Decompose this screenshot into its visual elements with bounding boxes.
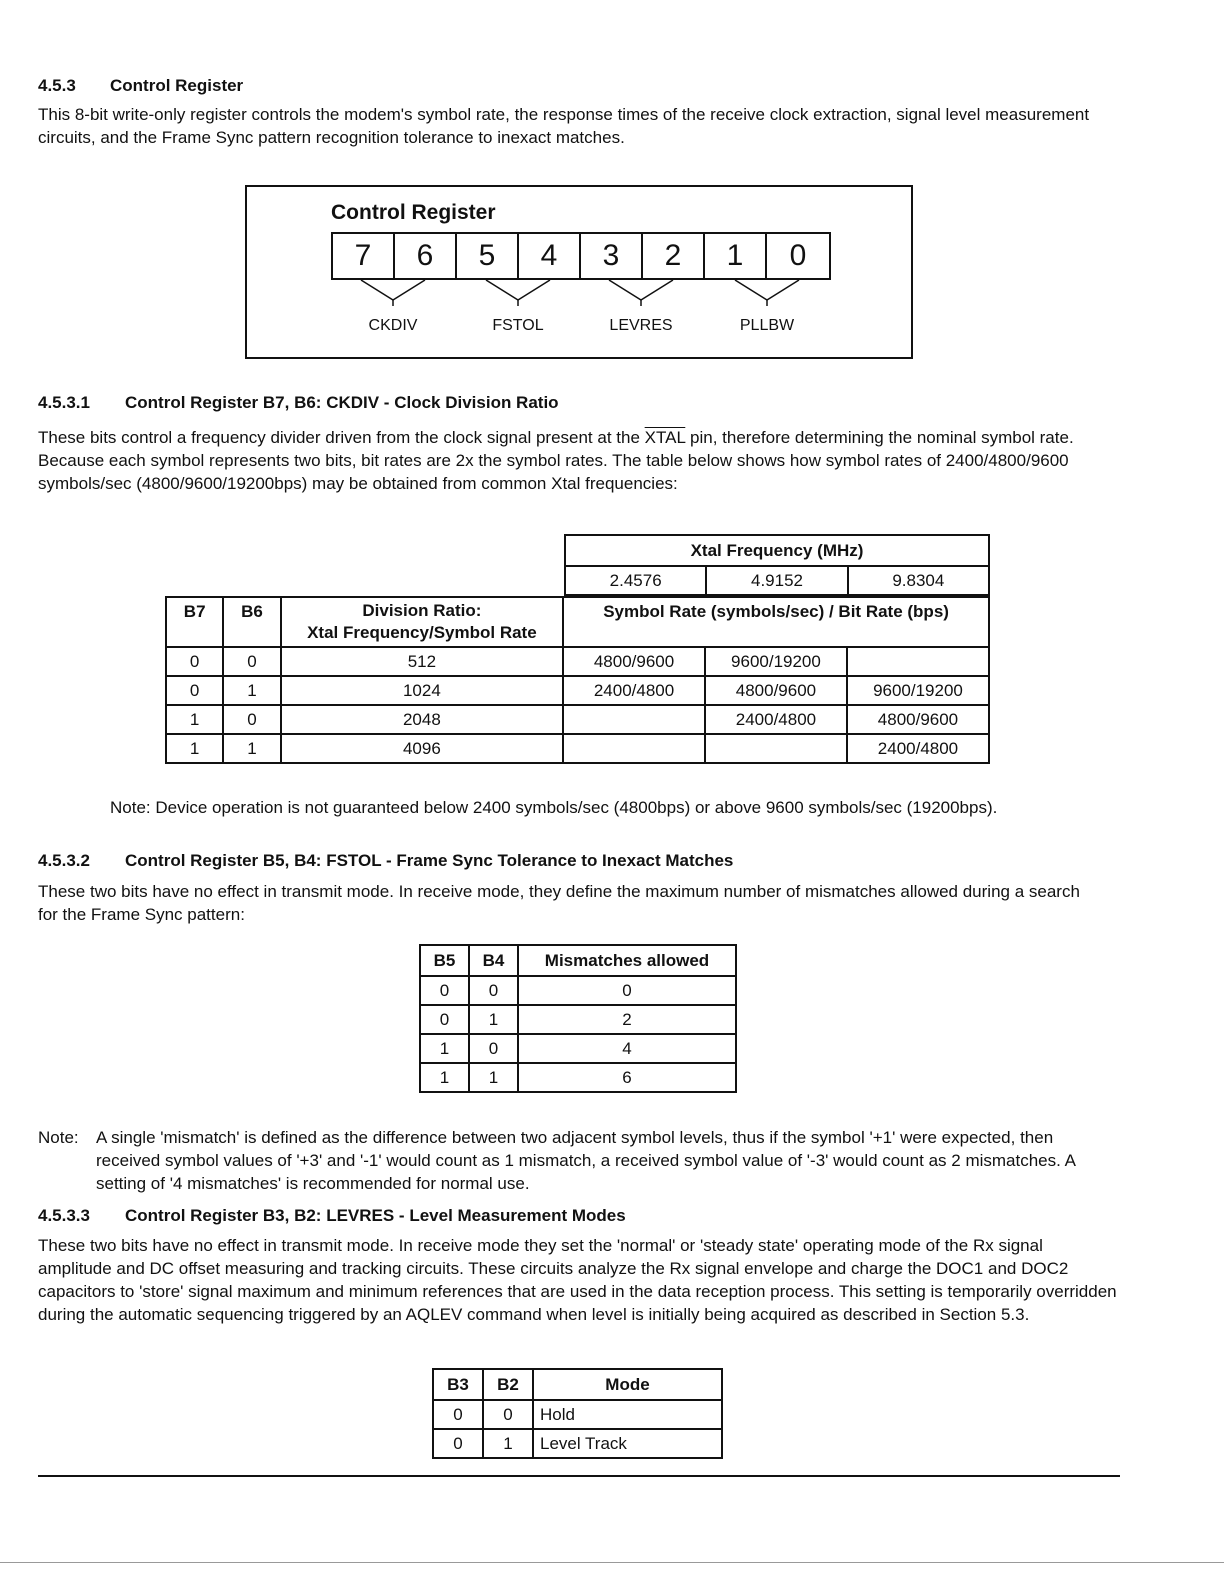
bit-0: 0	[767, 234, 831, 278]
freq-2-4576: 2.4576	[565, 566, 706, 595]
field-label-pllbw: PLLBW	[739, 317, 795, 334]
table-row: 0 0 Hold	[433, 1400, 722, 1429]
section-heading-4-5-3-1: 4.5.3.1 Control Register B7, B6: CKDIV - Clock Division Ratio	[38, 393, 559, 412]
note-operating-range: Note: Device operation is not guaranteed below 2400 symbols/sec (4800bps) or above 9600 symbols/sec (19200bps).	[110, 798, 998, 817]
field-label-ckdiv: CKDIV	[368, 317, 418, 334]
register-bit-row	[331, 232, 831, 280]
table-row: 0 0 0	[420, 976, 736, 1005]
bottom-divider	[38, 1475, 1120, 1477]
bit-1: 1	[705, 234, 767, 278]
table-row: 0 1 2	[420, 1005, 736, 1034]
table-row: 0 0 512 4800/9600 9600/19200	[166, 647, 989, 676]
page-edge-line	[0, 1562, 1224, 1563]
bit-7: 7	[333, 234, 395, 278]
xtal-frequency-header: Xtal Frequency (MHz)	[565, 535, 989, 566]
ckdiv-table	[165, 596, 990, 764]
table-row: 0 1 Level Track	[433, 1429, 722, 1458]
note-mismatch-label: Note:	[38, 1128, 79, 1147]
note-mismatch-text: A single 'mismatch' is defined as the difference between two adjacent symbol levels, thus if the symbol '+1' were expected, then received symbol values of '+3' and '-1' would count as 1 mismatch, a received symbol value of '-3' would count as 2 mismatches. A setting of '4 mismatches' is recommended for normal use.	[96, 1128, 1076, 1193]
field-label-levres: LEVRES	[609, 317, 673, 334]
table-row: 1 0 2048 2400/4800 4800/9600	[166, 705, 989, 734]
xtal-pin-label: XTAL	[644, 428, 686, 447]
col-division-ratio: Division Ratio: Xtal Frequency/Symbol Rate	[281, 597, 563, 647]
table-row: 1 1 6	[420, 1063, 736, 1092]
col-symbol-rate: Symbol Rate (symbols/sec) / Bit Rate (bps)	[563, 597, 989, 647]
section-heading-4-5-3: 4.5.3 Control Register	[38, 76, 244, 95]
bit-3: 3	[581, 234, 643, 278]
register-title: Control Register	[331, 201, 496, 224]
bit-6: 6	[395, 234, 457, 278]
table-row: 0 1 1024 2400/4800 4800/9600 9600/19200	[166, 676, 989, 705]
xtal-frequency-header-table	[564, 534, 990, 596]
bit-2: 2	[643, 234, 705, 278]
freq-4-9152: 4.9152	[706, 566, 847, 595]
section-paragraph-4-5-3-3: These two bits have no effect in transmit mode. In receive mode they set the 'normal' or 'steady state' operating mode of the Rx signal amplitude and DC offset measuring and tracking circuits. These circuits analyze the Rx signal envelope and charge the DOC1 and DOC2 capacitors to 'store' signal maximum and minimum references that are used in the data reception process. This setting is temporarily overridden during the automatic sequencing triggered by an AQLEV command when level is initially being acquired as described in Section 5.3.	[38, 1236, 1117, 1324]
freq-9-8304: 9.8304	[848, 566, 989, 595]
field-bracket-lines	[331, 278, 831, 308]
section-paragraph-4-5-3-2: These two bits have no effect in transmit mode. In receive mode, they define the maximum number of mismatches allowed during a search for the Frame Sync pattern:	[38, 882, 1080, 924]
bit-4: 4	[519, 234, 581, 278]
section-paragraph-4-5-3-1: These bits control a frequency divider driven from the clock signal present at the XTAL pin, therefore determining the nominal symbol rate. Because each symbol represents two bits, bit rates are 2x the symbol rates. The table below shows how symbol rates of 2400/4800/9600 symbols/sec (4800/9600/19200bps) may be obtained from common Xtal frequencies:	[38, 428, 1074, 493]
section-heading-4-5-3-3: 4.5.3.3 Control Register B3, B2: LEVRES - Level Measurement Modes	[38, 1206, 626, 1225]
bit-5: 5	[457, 234, 519, 278]
col-b6: B6	[223, 597, 280, 647]
section-paragraph-4-5-3: This 8-bit write-only register controls the modem's symbol rate, the response times of the receive clock extraction, signal level measurement circuits, and the Frame Sync pattern recognition tolerance to inexact matches.	[38, 105, 1090, 147]
fstol-table: B5 B4 Mismatches allowed 0 0 0 0 1 2 1 0 4 1 1 6	[419, 944, 737, 1093]
levres-table: B3 B2 Mode 0 0 Hold 0 1 Level Track	[432, 1368, 723, 1459]
table-row: 1 0 4	[420, 1034, 736, 1063]
section-heading-4-5-3-2: 4.5.3.2 Control Register B5, B4: FSTOL - Frame Sync Tolerance to Inexact Matches	[38, 851, 734, 870]
table-row: 1 1 4096 2400/4800	[166, 734, 989, 763]
control-register-diagram	[245, 185, 913, 359]
field-label-fstol: FSTOL	[492, 317, 544, 334]
col-b7: B7	[166, 597, 223, 647]
